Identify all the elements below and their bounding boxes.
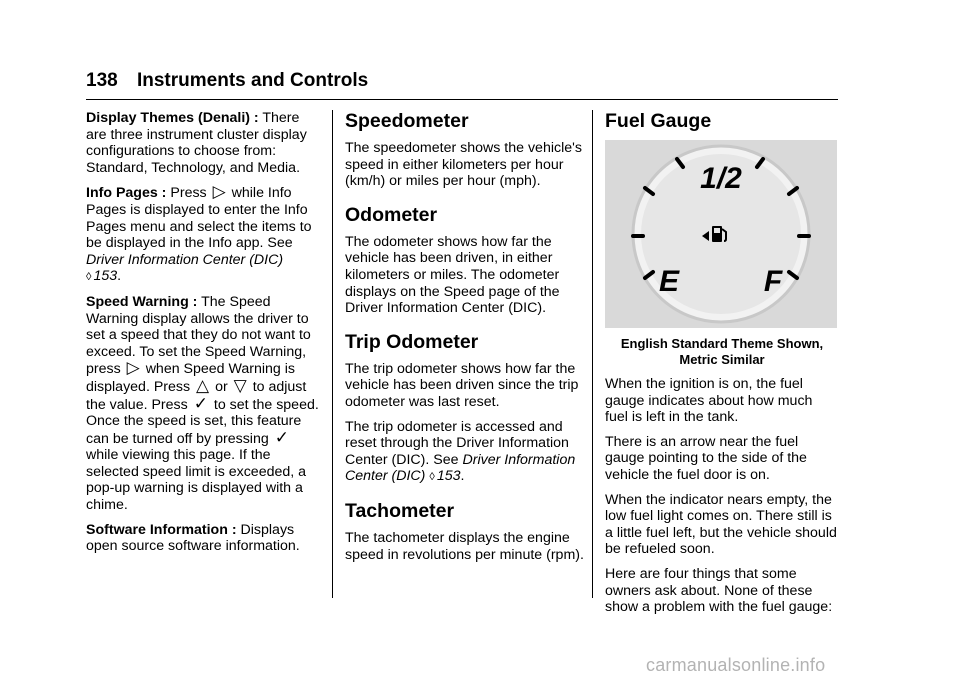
fuel-paragraph-2: There is an arrow near the fuel gauge pointing to the side of the vehicle the fuel door is on. [605,433,807,483]
triangle-up-icon: △ [196,375,210,395]
speedometer-paragraph: The speedometer shows the vehicle's speed in either kilometers per hour (km/h) or miles per hour (mph). [345,140,582,190]
page-ref[interactable]: 153 [93,268,118,285]
reference-arrow-icon: ◊ [86,271,92,284]
header-rule [86,99,838,100]
page-number: 138 [86,70,118,91]
fuel-paragraph-4: Here are four things that some owners ask about. None of these show a problem with the fuel gauge: [605,565,833,616]
trip-odometer-reset-paragraph: The trip odometer is accessed and reset through the Driver Information Center (DIC). See Driver Information Center (DIC) ◊ 153. [345,418,576,485]
dic-link[interactable]: Driver Information Center (DIC) [86,251,284,268]
page-ref[interactable]: 153 [436,468,461,485]
figure-caption: English Standard Theme Shown, Metric Similar [620,336,824,367]
fuel-paragraph-1: When the ignition is on, the fuel gauge indicates about how much fuel is left in the tank. [605,376,813,426]
odometer-heading: Odometer [345,203,438,226]
triangle-down-icon: ▽ [233,375,247,395]
tachometer-heading: Tachometer [345,499,455,522]
column-divider [332,110,333,598]
reference-arrow-icon: ◊ [429,471,435,484]
fuel-paragraph-3: When the indicator nears empty, the low fuel light comes on. There still is a little fuel left, but the vehicle should be refueled soon. [605,491,837,558]
column-2 [345,110,585,571]
software-info-paragraph: Software Information : Displays open source software information. [86,521,300,555]
gauge-full-label: F [763,265,783,298]
gauge-empty-label: E [658,265,680,298]
trip-odometer-heading: Trip Odometer [345,330,479,353]
triangle-right-icon: ▷ [126,358,140,378]
page-header [86,70,368,92]
speedometer-heading: Speedometer [345,110,469,132]
fuel-gauge-illustration [605,140,837,328]
tachometer-paragraph: The tachometer displays the engine speed in revolutions per minute (rpm). [345,529,584,563]
gauge-half-label: 1/2 [700,162,742,195]
odometer-paragraph: The odometer shows how far the vehicle has been driven, in either kilometers or miles. The odometer displays on the Speed page of the Driver Information Center (DIC). [345,233,560,317]
fuel-gauge-heading: Fuel Gauge [605,110,712,132]
section-title: Instruments and Controls [136,70,369,91]
display-themes-paragraph: Display Themes (Denali) : There are three instrument cluster display configurations to choose from: Standard, Technology, and Media. [86,110,307,176]
column-divider [592,110,593,598]
column-3 [605,110,839,624]
speed-warning-paragraph: Speed Warning : The Speed Warning display allows the driver to set a speed that they do not want to exceed. To set the Speed Warning, press ▷ when Speed Warning is displayed. Press △ or ▽ to adjust the value. Press ✓ to set the speed. Once the speed is set, this feature can be turned off by pressing ✓ while viewing this page. If the selected speed limit is exceeded, a pop-up warning is displayed with a chime. [86,293,319,514]
checkmark-icon: ✓ [274,427,289,447]
column-1 [86,110,320,563]
dic-link[interactable]: Driver Information Center (DIC) [345,451,576,485]
checkmark-icon: ✓ [193,393,208,413]
triangle-right-icon: ▷ [212,182,226,202]
trip-odometer-paragraph: The trip odometer shows how far the vehicle has been driven since the trip odometer was last reset. [345,360,579,410]
info-pages-paragraph: Info Pages : Press ▷ while Info Pages is displayed to enter the Info Pages menu and select the items to be displayed in the Info app. See Driver Information Center (DIC) ◊ 153. [86,182,312,285]
watermark: carmanualsonline.info [646,655,826,675]
